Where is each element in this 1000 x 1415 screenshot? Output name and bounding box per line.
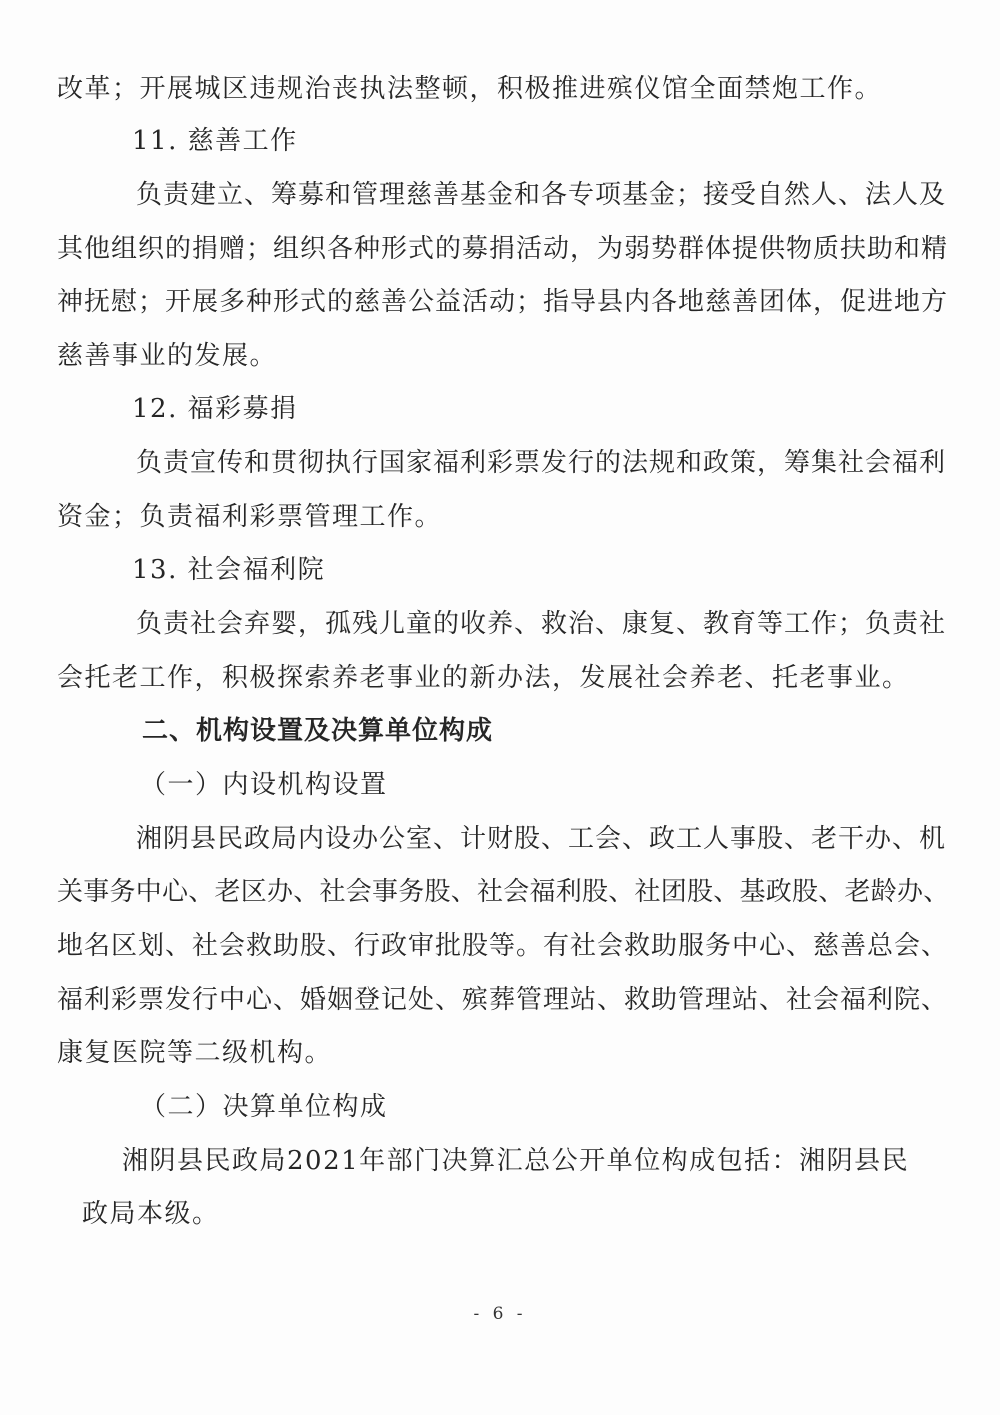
section-title-12: 12. 福彩募捐 xyxy=(132,394,298,424)
text-line-8: 负责宣传和贯彻执行国家福利彩票发行的法规和政策，筹集社会福利 xyxy=(136,448,947,478)
text-line-22: 政局本级。 xyxy=(82,1199,220,1229)
text-line-9: 资金；负责福利彩票管理工作。 xyxy=(57,502,443,532)
text-line-15: 湘阴县民政局内设办公室、计财股、工会、政工人事股、老干办、机 xyxy=(136,824,947,854)
section-title-13: 13. 社会福利院 xyxy=(132,555,326,585)
text-line-6: 慈善事业的发展。 xyxy=(57,341,278,371)
text-line-12: 会托老工作，积极探索养老事业的新办法，发展社会养老、托老事业。 xyxy=(57,663,910,693)
text-line-3: 负责建立、筹募和管理慈善基金和各专项基金；接受自然人、法人及 xyxy=(136,180,947,210)
subheading-2: （二）决算单位构成 xyxy=(140,1092,388,1122)
text-line-18: 福利彩票发行中心、婚姻登记处、殡葬管理站、救助管理站、社会福利院、 xyxy=(57,985,949,1015)
subheading-1: （一）内设机构设置 xyxy=(140,770,388,800)
section-title-11: 11. 慈善工作 xyxy=(132,126,298,156)
text-line-17: 地名区划、社会救助股、行政审批股等。有社会救助服务中心、慈善总会、 xyxy=(57,931,949,961)
text-line-4: 其他组织的捐赠；组织各种形式的募捐活动，为弱势群体提供物质扶助和精 xyxy=(57,234,949,264)
page-number: - 6 - xyxy=(473,1304,527,1324)
text-line-16: 关事务中心、老区办、社会事务股、社会福利股、社团股、基政股、老龄办、 xyxy=(57,877,950,907)
text-line-5: 神抚慰；开展多种形式的慈善公益活动；指导县内各地慈善团体，促进地方 xyxy=(57,287,949,317)
text-line-19: 康复医院等二级机构。 xyxy=(57,1038,333,1068)
text-line-21: 湘阴县民政局2021年部门决算汇总公开单位构成包括：湘阴县民 xyxy=(122,1146,910,1176)
text-line-1: 改革；开展城区违规治丧执法整顿，积极推进殡仪馆全面禁炮工作。 xyxy=(57,74,883,104)
text-line-11: 负责社会弃婴，孤残儿童的收养、救治、康复、教育等工作；负责社 xyxy=(136,609,947,639)
heading-2: 二、机构设置及决算单位构成 xyxy=(142,716,494,746)
